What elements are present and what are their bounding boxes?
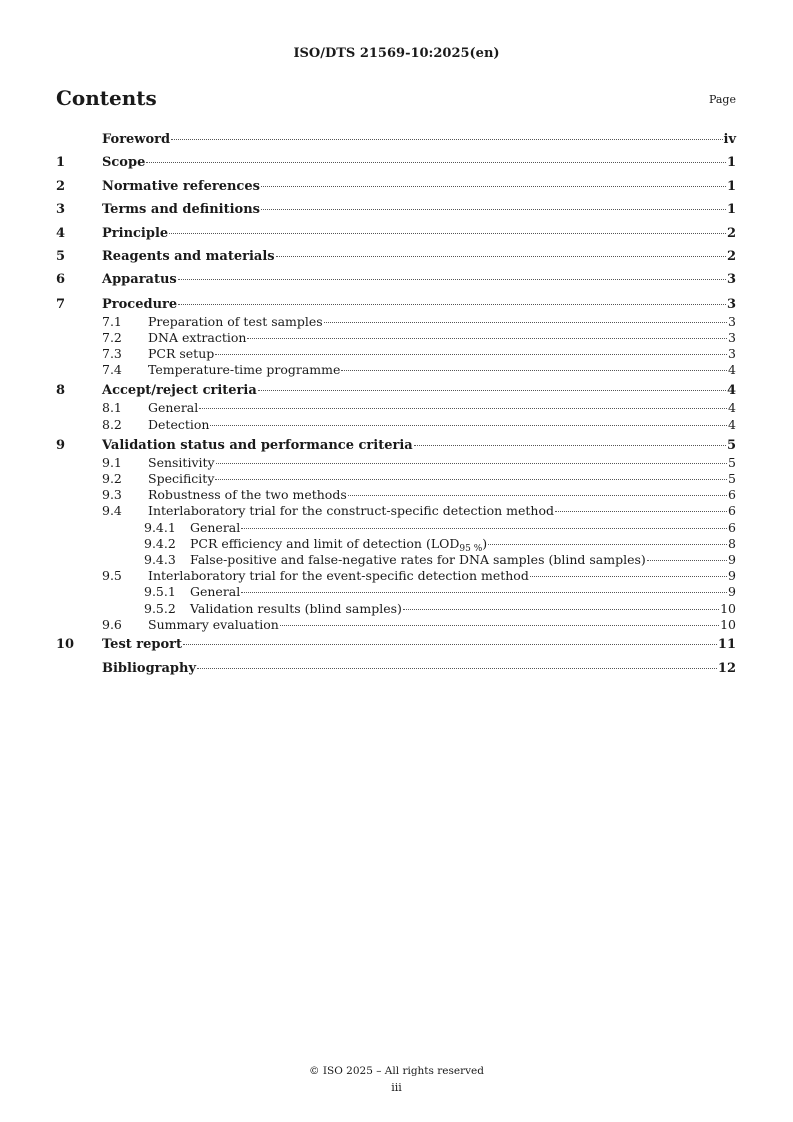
toc-entry-number: 8.1 <box>102 400 122 416</box>
toc-entry-title: General <box>190 519 241 535</box>
toc-entry-title: Reagents and materials <box>102 248 275 264</box>
toc-entry-number: 9.5 <box>102 568 122 584</box>
toc-entry-title: DNA extraction <box>148 329 247 345</box>
toc-entry[interactable] <box>56 175 736 198</box>
page-number: iii <box>391 1081 402 1094</box>
toc-entry-title: Validation results (blind samples) <box>190 600 402 616</box>
dot-leader <box>555 510 727 512</box>
dot-leader <box>197 667 717 669</box>
toc-entry-number: 8 <box>56 383 66 399</box>
toc-entry-number: 9.6 <box>102 616 122 632</box>
toc-entry-page: 1 <box>726 202 736 218</box>
toc-entry-title: Temperature-time programme <box>148 362 341 378</box>
toc-entry-page: 3 <box>728 313 736 329</box>
page-column-label: Page <box>708 93 736 106</box>
toc-entry-title: General <box>148 400 199 416</box>
toc-entry[interactable] <box>56 128 736 151</box>
toc-entry-number: 7.3 <box>102 346 122 362</box>
dot-leader <box>414 444 726 446</box>
toc-entry-number: 2 <box>56 178 66 194</box>
dot-leader <box>210 424 727 426</box>
toc-entry-title: Principle <box>102 225 169 241</box>
dot-leader <box>241 591 727 593</box>
toc-entry[interactable] <box>56 198 736 221</box>
dot-leader <box>199 407 727 409</box>
toc-entry-number: 9.4.3 <box>144 551 176 567</box>
toc-entry-page: 10 <box>720 600 736 616</box>
toc-entry-title: Bibliography <box>102 660 197 676</box>
toc-entry[interactable] <box>56 330 736 346</box>
contents-heading: Contents <box>56 86 157 110</box>
toc-entry[interactable] <box>56 503 736 519</box>
toc-entry-page: 1 <box>726 155 736 171</box>
toc-entry-number: 9.4 <box>102 503 122 519</box>
toc-entry[interactable] <box>56 584 736 600</box>
toc-entry-title: Summary evaluation <box>148 616 279 632</box>
dot-leader <box>403 608 719 610</box>
toc-entry[interactable] <box>56 633 736 657</box>
dot-leader <box>280 624 719 626</box>
toc-entry-number: 9.4.1 <box>144 519 176 535</box>
toc-entry[interactable] <box>56 400 736 416</box>
dot-leader <box>178 278 726 280</box>
dot-leader <box>241 527 727 529</box>
toc-entry-title: Test report <box>102 636 183 652</box>
toc-entry[interactable] <box>56 536 736 552</box>
toc-entry-number: 8.2 <box>102 416 122 432</box>
toc-entry[interactable] <box>56 568 736 584</box>
toc-entry-page: 1 <box>726 178 736 194</box>
toc-entry-title: Apparatus <box>102 272 177 288</box>
dot-leader <box>530 575 727 577</box>
dot-leader <box>247 337 727 339</box>
toc-entry-title: Detection <box>148 416 210 432</box>
toc-entry-title: Foreword <box>102 132 171 147</box>
toc-entry-number: 7.4 <box>102 362 122 378</box>
toc-entry-page: 4 <box>728 362 736 378</box>
toc-entry-number: 5 <box>56 248 66 264</box>
toc-entry-page: 3 <box>728 329 736 345</box>
dot-leader <box>488 543 727 545</box>
toc-entry-page: 9 <box>728 551 736 567</box>
toc-entry-number: 4 <box>56 225 66 241</box>
toc-entry[interactable] <box>56 245 736 268</box>
toc-entry-number: 9.2 <box>102 471 122 487</box>
toc-entry-page: 4 <box>728 416 736 432</box>
toc-entry-title: Terms and definitions <box>102 202 260 218</box>
dot-leader <box>215 478 727 480</box>
dot-leader <box>647 559 727 561</box>
toc-entry-title: Interlaboratory trial for the construct-specific detection method <box>148 503 554 519</box>
dot-leader <box>261 208 726 210</box>
toc-entry-number: 7 <box>56 296 66 312</box>
toc-entry[interactable] <box>56 268 736 291</box>
toc-entry-title: PCR setup <box>148 346 215 362</box>
toc-entry-page: 6 <box>728 519 736 535</box>
toc-entry[interactable] <box>56 471 736 487</box>
toc-entry-page: 3 <box>726 296 736 312</box>
dot-leader <box>183 643 717 645</box>
toc-entry-title: False-positive and false-negative rates for DNA samples (blind samples) <box>190 551 646 567</box>
toc-entry[interactable] <box>56 151 736 174</box>
toc-entry-number: 3 <box>56 202 66 218</box>
toc-entry-page: 5 <box>728 471 736 487</box>
toc-entry-page: 4 <box>728 400 736 416</box>
toc-entry[interactable] <box>56 346 736 362</box>
toc-entry-number: 9.5.1 <box>144 584 176 600</box>
toc-entry-page: 2 <box>726 248 736 264</box>
toc-entry-title: Validation status and performance criteria <box>102 437 413 453</box>
toc-entry-number: 7.2 <box>102 329 122 345</box>
toc-entry-page: 9 <box>728 568 736 584</box>
toc-entry[interactable] <box>56 657 736 680</box>
toc-entry-title: Sensitivity <box>148 454 215 470</box>
toc-entry-page: 5 <box>726 437 736 453</box>
toc-entry[interactable] <box>56 487 736 503</box>
toc-entry[interactable] <box>56 362 736 378</box>
toc-entry[interactable] <box>56 382 736 400</box>
dot-leader <box>276 255 726 257</box>
toc-entry-number: 9.3 <box>102 487 122 503</box>
toc-entry-page: 9 <box>728 584 736 600</box>
toc-entry-number: 10 <box>56 636 75 652</box>
toc-entry-title: Preparation of test samples <box>148 313 323 329</box>
dot-leader <box>215 353 727 355</box>
document-id: ISO/DTS 21569-10:2025(en) <box>293 46 500 61</box>
toc-entry-page: iv <box>723 132 736 147</box>
dot-leader <box>171 138 722 140</box>
dot-leader <box>146 161 726 163</box>
dot-leader <box>261 185 726 187</box>
toc-entry[interactable] <box>56 617 736 633</box>
toc-entry-number: 9.5.2 <box>144 600 176 616</box>
toc-entry[interactable] <box>56 455 736 471</box>
toc-entry-title: Robustness of the two methods <box>148 487 347 503</box>
toc-entry[interactable] <box>56 601 736 617</box>
toc-entry-page: 3 <box>728 346 736 362</box>
dot-leader <box>216 462 727 464</box>
toc-entry-title: General <box>190 584 241 600</box>
toc-entry-page: 2 <box>726 225 736 241</box>
toc-entry-title: Normative references <box>102 178 260 194</box>
toc-entry-page: 4 <box>726 383 736 399</box>
toc-entry-number: 9.4.2 <box>144 535 176 551</box>
toc-entry-number: 7.1 <box>102 313 122 329</box>
toc-entry-page: 8 <box>728 535 736 551</box>
dot-leader <box>258 389 726 391</box>
dot-leader <box>324 321 727 323</box>
toc-entry-subscript: 95 % <box>459 543 483 554</box>
dot-leader <box>178 303 726 305</box>
toc-entry-number: 6 <box>56 272 66 288</box>
toc-entry-title: PCR efficiency and limit of detection $(LOD_{95 \%})$ <box>190 535 488 554</box>
toc-entry[interactable] <box>56 437 736 455</box>
copyright-notice: © ISO 2025 – All rights reserved <box>309 1065 484 1077</box>
toc-entry[interactable] <box>56 222 736 245</box>
toc-entry-number: 9 <box>56 437 66 453</box>
toc-entry-page: 3 <box>726 272 736 288</box>
toc-entry-number: 1 <box>56 155 66 171</box>
toc-entry[interactable] <box>56 417 736 433</box>
toc-entry-title: Interlaboratory trial for the event-specific detection method <box>148 568 529 584</box>
toc-entry[interactable] <box>56 552 736 568</box>
toc-entry-page: 12 <box>717 660 736 676</box>
toc-entry[interactable] <box>56 520 736 536</box>
toc-entry-page: 6 <box>728 503 736 519</box>
dot-leader <box>341 369 727 371</box>
dot-leader <box>169 232 726 234</box>
toc-entry-title: Scope <box>102 155 146 171</box>
toc-entry[interactable] <box>56 314 736 330</box>
toc-entry[interactable] <box>56 296 736 314</box>
dot-leader <box>348 494 727 496</box>
toc-entry-title: Specificity <box>148 471 215 487</box>
toc-entry-number: 9.1 <box>102 454 122 470</box>
table-of-contents <box>56 128 736 680</box>
toc-entry-title: Accept/reject criteria <box>102 383 257 399</box>
toc-entry-title: Procedure <box>102 296 178 312</box>
toc-entry-page: 10 <box>720 616 736 632</box>
toc-entry-page: 6 <box>728 487 736 503</box>
toc-entry-page: 5 <box>728 454 736 470</box>
toc-entry-page: 11 <box>717 636 736 652</box>
